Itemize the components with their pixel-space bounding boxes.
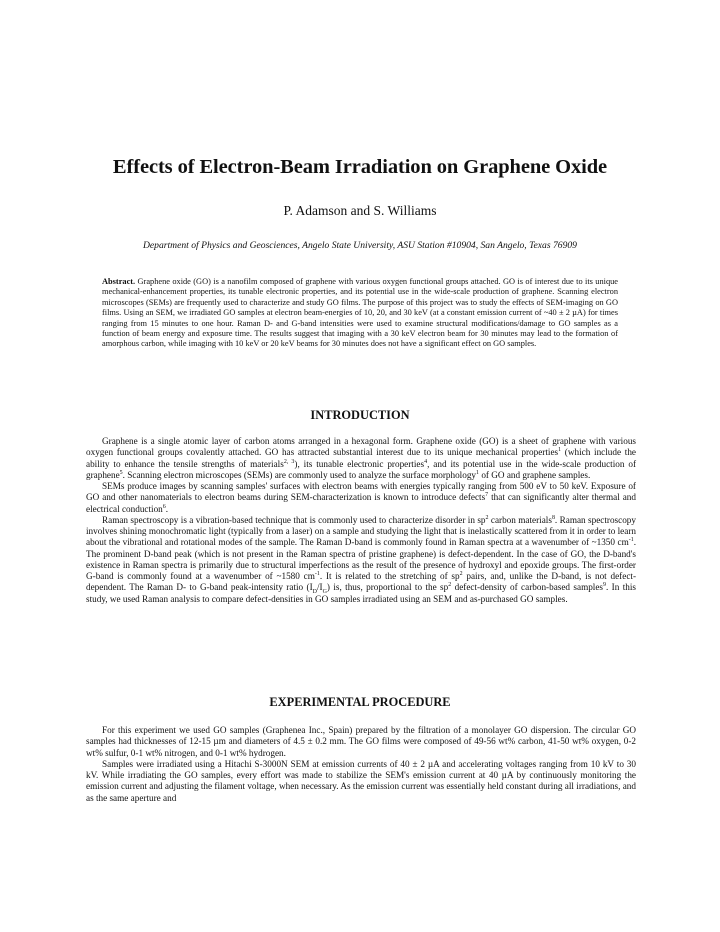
intro-body: [86, 436, 636, 605]
paper-title: Effects of Electron-Beam Irradiation on Graphene Oxide: [112, 156, 608, 178]
paper-affiliation: Department of Physics and Geosciences, Angelo State University, ASU Station #10904, San Angelo, Texas 76909: [143, 240, 577, 251]
experimental-body: [86, 725, 636, 804]
intro-paragraph-3: Raman spectroscopy is a vibration-based technique that is commonly used to characterize disorder in $sp^2$ carbon materials$^8$. Raman spectroscopy involves shining monochromatic light (typically from a laser) on a sample and studying the light that is inelastically scattered from it in order to learn about the vibrational and rotational modes of the sample. The Raman D-band is commonly found in Raman spectra at a wavenumber of ~1350 $cm^{-1}$. The prominent D-band peak (which is not present in the Raman spectra of pristine graphene) is defect-dependent. In the case of GO, the D-band's existence in Raman spectra is primarily due to structural imperfections as the result of the presence of hydroxyl and epoxide groups. The first-order G-band is commonly found at a wavenumber of ~1580 $cm^{-1}$. It is related to the stretching of $sp^2$ pairs, and, unlike the D-band, is not defect-dependent. The Raman D- to G-band peak-intensity ratio $(I_D/I_G)$ is, thus, proportional to the $sp^2$ defect-density of carbon-based samples$^9$. In this study, we used Raman analysis to compare defect-densities in GO samples irradiated using an SEM and as-purchased GO samples.: [86, 514, 637, 604]
paper-authors: P. Adamson and S. Williams: [283, 203, 437, 218]
experimental-heading: EXPERIMENTAL PROCEDURE: [269, 695, 451, 709]
abstract-label: Abstract.: [102, 277, 136, 286]
abstract: [102, 277, 618, 350]
intro-paragraph-2: SEMs produce images by scanning samples' surfaces with electron beams with energies typically ranging from 500 eV to 50 keV. Exposure of GO and other nanomaterials to electron beams during SEM-characterization is known to introduce defects$^7$ that can significantly alter thermal and electrical conduction$^6$.: [86, 481, 636, 514]
experimental-paragraph-1: For this experiment we used GO samples (Graphenea Inc., Spain) prepared by the filtration of a monolayer GO dispersion. The circular GO samples had thicknesses of 12-15 µm and diameters of 4.5 ± 0.2 mm. The GO films were composed of 49-56 wt% carbon, 41-50 wt% oxygen, 0-2 wt% sulfur, 0-1 wt% nitrogen, and 0-1 wt% hydrogen.: [86, 725, 636, 758]
experimental-paragraph-2: Samples were irradiated using a Hitachi S-3000N SEM at emission currents of 40 ± 2 µA and accelerating voltages ranging from 10 kV to 30 kV. While irradiating the GO samples, every effort was made to stabilize the SEM's emission current at 40 µA by continuously monitoring the emission current and adjusting the filament voltage, when necessary. As the emission current was essentially held constant during all irradiations, and as the same aperture and: [86, 758, 636, 803]
abstract-text: Graphene oxide (GO) is a nanofilm composed of graphene with various oxygen functional groups attached. GO is of interest due to its unique mechanical-enhancement properties, its tunable electronic properties, and its potential use in the wide-scale production of graphene. Scanning electron microscopes (SEMs) are frequently used to characterize and study GO films. The purpose of this project was to study the effects of SEM-imaging on GO films. Using an SEM, we irradiated GO samples at electron beam-energies of 10, 20, and 30 keV (at a constant emission current of ~40 ± 2 µA) for times ranging from 15 minutes to one hour. Raman D- and G-band intensities were used to examine structural modifications/damage to GO samples as a function of beam energy and exposure time. The results suggest that imaging with a 30 keV electron beam for 30 minutes may lead to the formation of amorphous carbon, while imaging with 10 keV or 20 keV beams for 30 minutes does not have a significant effect on GO samples.: [102, 277, 618, 349]
intro-paragraph-1: Graphene is a single atomic layer of carbon atoms arranged in a hexagonal form. Graphene oxide (GO) is a sheet of graphene with various oxygen functional groups covalently attached. GO has attracted substantial interest due to its unique mechanical properties$^1$ (which include the ability to enhance the tensile strengths of materials$^{2, 3}$), its tunable electronic properties$^4$, and its potential use in the wide-scale production of graphene$^5$. Scanning electron microscopes (SEMs) are commonly used to analyze the surface morphology$^1$ of GO and graphene samples.: [86, 436, 637, 480]
intro-heading: INTRODUCTION: [310, 408, 410, 422]
